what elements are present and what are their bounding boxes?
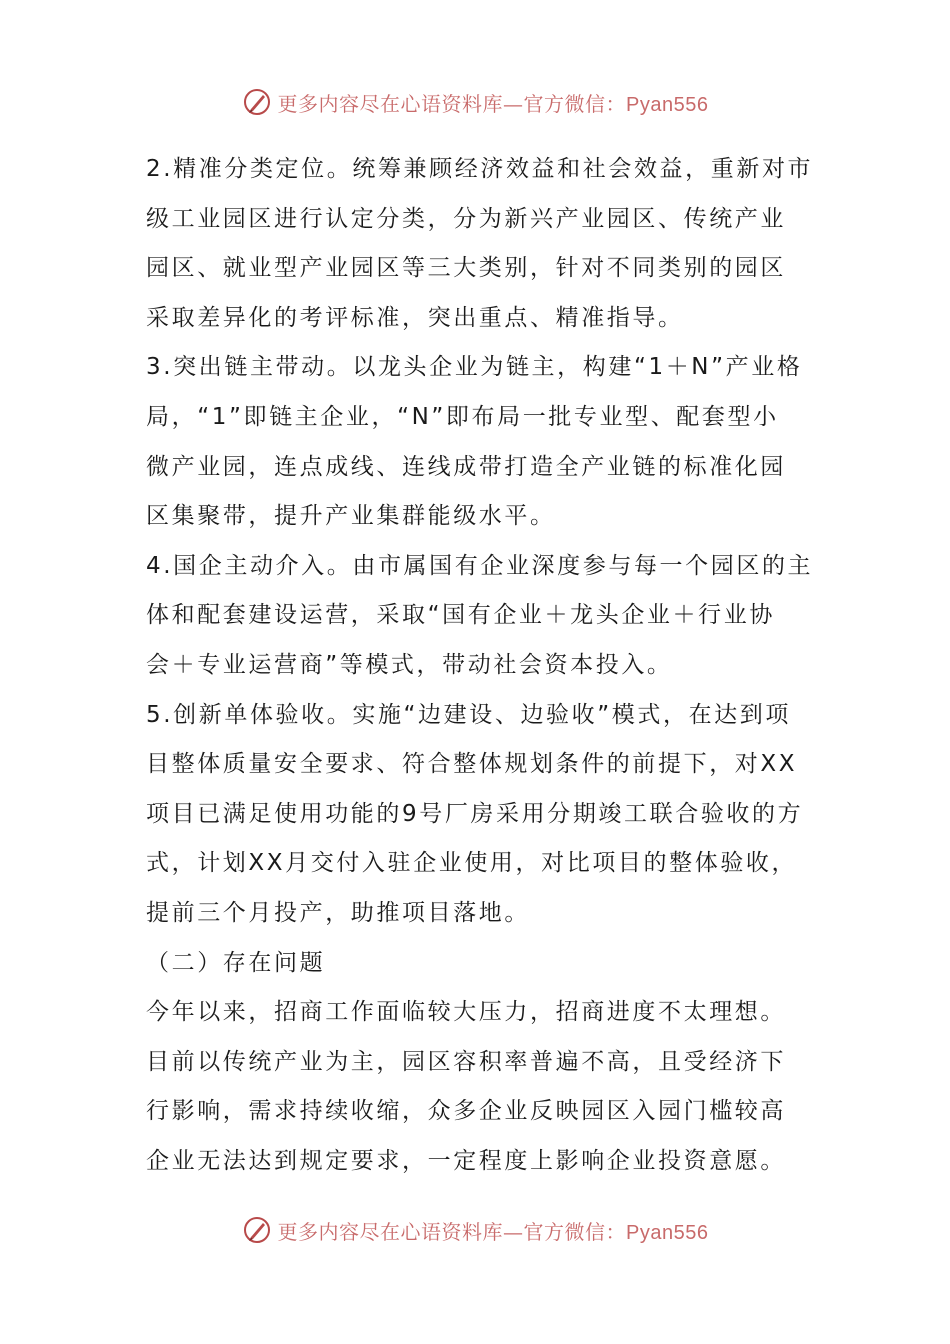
body-line: 微产业园，连点成线、连线成带打造全产业链的标准化园 [146,453,786,480]
body-line: 采取差异化的考评标准，突出重点、精准指导。 [146,304,684,331]
body-line: 4.国企主动介入。由市属国有企业深度参与每一个园区的主 [146,552,814,579]
header-banner-brand: Pyan556 [626,93,709,116]
header-banner-text: 更多内容尽在心语资料库—官方微信：Pyan556 [277,91,709,116]
header-watermark-banner [0,82,950,122]
body-line: 企业无法达到规定要求，一定程度上影响企业投资意愿。 [146,1147,786,1174]
body-line: 体和配套建设运营，采取“国有企业＋龙头企业＋行业协 [146,602,775,629]
body-line: 项目已满足使用功能的9号厂房采用分期竣工联合验收的方 [146,800,804,827]
footer-banner-text: 更多内容尽在心语资料库—官方微信：Pyan556 [277,1219,709,1244]
body-line: 目整体质量安全要求、符合整体规划条件的前提下，对XX [146,751,798,778]
body-line: 会＋专业运营商”等模式，带动社会资本投入。 [146,651,673,678]
body-line: 式，计划XX月交付入驻企业使用，对比项目的整体验收， [146,850,798,877]
body-line: 区集聚带，提升产业集群能级水平。 [146,503,556,530]
quill-logo-icon [242,1215,272,1245]
body-line: 园区、就业型产业园区等三大类别，针对不同类别的园区 [146,255,786,282]
body-line: 提前三个月投产，助推项目落地。 [146,899,530,926]
body-line: 3.突出链主带动。以龙头企业为链主，构建“1＋N”产业格 [146,354,803,381]
document-body [146,145,814,1186]
body-line: 今年以来，招商工作面临较大压力，招商进度不太理想。 [146,999,786,1026]
footer-banner-brand: Pyan556 [626,1221,709,1244]
body-line: 目前以传统产业为主，园区容积率普遍不高，且受经济下 [146,1048,786,1075]
body-line: 局，“1”即链主企业，“N”即布局一批专业型、配套型小 [146,403,779,430]
body-line: 级工业园区进行认定分类，分为新兴产业园区、传统产业 [146,205,786,232]
section-heading: （二）存在问题 [146,949,326,976]
body-line: 行影响，需求持续收缩，众多企业反映园区入园门槛较高 [146,1098,786,1125]
quill-logo-icon [242,87,272,117]
body-line: 5.创新单体验收。实施“边建设、边验收”模式，在达到项 [146,701,791,728]
footer-watermark-banner [0,1210,950,1250]
body-line: 2.精准分类定位。统筹兼顾经济效益和社会效益，重新对市 [146,156,814,182]
